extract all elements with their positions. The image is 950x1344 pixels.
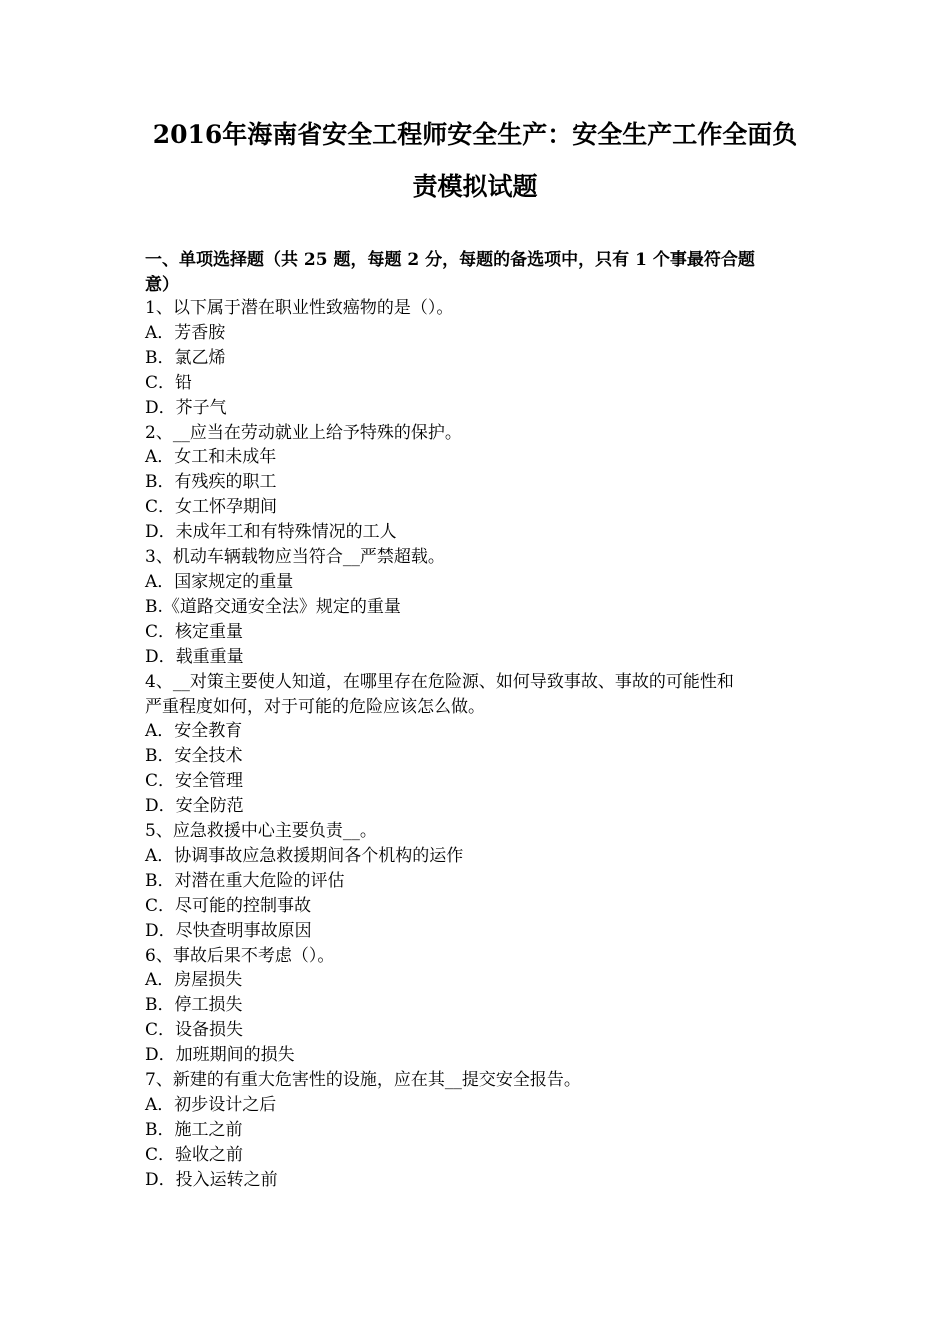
answer-option: A．安全教育: [145, 721, 243, 742]
answer-option: A．协调事故应急救援期间各个机构的运作: [145, 845, 464, 866]
question-text: 严重程度如何，对于可能的危险应该怎么做。: [145, 696, 485, 717]
question-item: [145, 1068, 815, 1193]
answer-option: C．尽可能的控制事故: [145, 895, 312, 916]
answer-option: A．芳香胺: [145, 322, 226, 343]
answer-option: D．加班期间的损失: [145, 1045, 295, 1066]
answer-option: D．安全防范: [145, 796, 244, 817]
answer-option: A．房屋损失: [145, 970, 243, 991]
question-item: [145, 296, 815, 421]
answer-option: C．验收之前: [145, 1144, 244, 1165]
question-text: 4、__对策主要使人知道，在哪里存在危险源、如何导致事故、事故的可能性和: [145, 671, 734, 692]
answer-option: B．氯乙烯: [145, 347, 226, 368]
question-item: [145, 944, 815, 1069]
document-title-line-1: 2016年海南省安全工程师安全生产：安全生产工作全面负: [152, 120, 798, 149]
section-heading: [145, 248, 815, 298]
question-item: [145, 421, 815, 546]
answer-option: C．女工怀孕期间: [145, 497, 278, 518]
answer-option: B．施工之前: [145, 1119, 243, 1140]
answer-option: B．安全技术: [145, 746, 243, 767]
question-text: 2、__应当在劳动就业上给予特殊的保护。: [145, 422, 462, 443]
answer-option: A．国家规定的重量: [145, 571, 294, 592]
question-text: 5、应急救援中心主要负责__。: [145, 821, 377, 842]
answer-option: D．投入运转之前: [145, 1169, 278, 1190]
answer-option: B．停工损失: [145, 995, 243, 1016]
question-text: 6、事故后果不考虑（）。: [145, 945, 335, 966]
answer-option: B．对潜在重大危险的评估: [145, 870, 345, 891]
answer-option: B.《道路交通安全法》规定的重量: [145, 596, 401, 617]
answer-option: C．核定重量: [145, 621, 244, 642]
question-list: [145, 296, 815, 1193]
question-text: 3、机动车辆载物应当符合__严禁超载。: [145, 547, 445, 568]
answer-option: D．未成年工和有特殊情况的工人: [145, 522, 397, 543]
question-text: 1、以下属于潜在职业性致癌物的是（）。: [145, 298, 454, 318]
answer-option: D．尽快查明事故原因: [145, 920, 312, 941]
answer-option: A．初步设计之后: [145, 1095, 277, 1115]
question-text: 7、新建的有重大危害性的设施，应在其__提交安全报告。: [145, 1070, 581, 1091]
answer-option: D．载重重量: [145, 646, 244, 667]
answer-option: B．有残疾的职工: [145, 472, 277, 493]
section-heading-line-1: 一、单项选择题（共 25 题，每题 2 分，每题的备选项中，只有 1 个事最符合题: [145, 250, 755, 270]
question-item: [145, 819, 815, 944]
answer-option: A．女工和未成年: [145, 447, 277, 468]
section-heading-line-2: 意）: [145, 274, 179, 295]
answer-option: D．芥子气: [145, 397, 227, 418]
answer-option: C．设备损失: [145, 1020, 244, 1041]
document-title-line-2: 责模拟试题: [412, 172, 538, 201]
answer-option: C．安全管理: [145, 771, 244, 792]
answer-option: C．铅: [145, 372, 193, 393]
question-item: [145, 670, 815, 819]
question-item: [145, 545, 815, 670]
